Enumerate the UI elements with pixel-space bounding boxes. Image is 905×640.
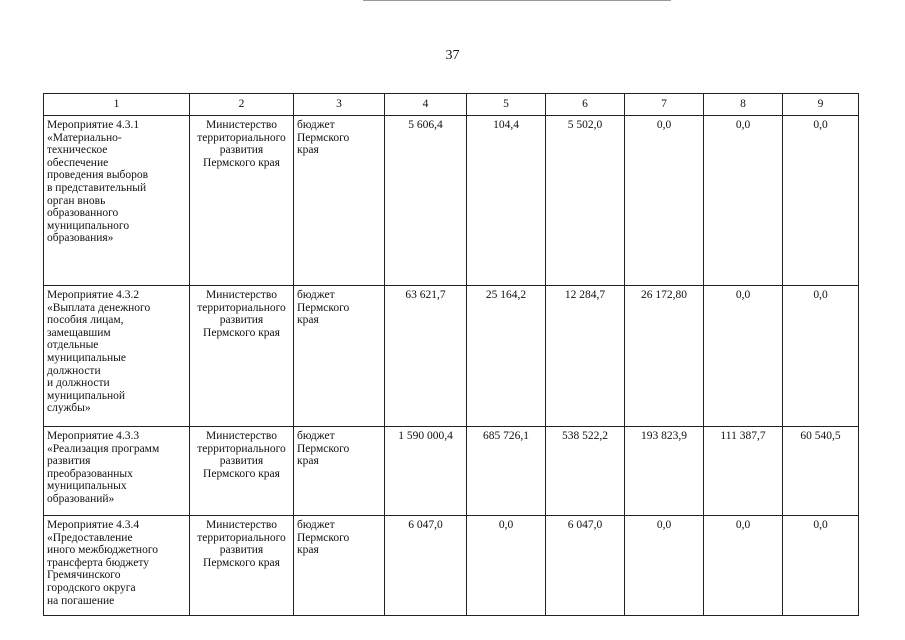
executor: Министерство территориального развития Пермского края — [190, 516, 294, 616]
value-col-4: 63 621,7 — [385, 286, 467, 427]
value-col-9: 0,0 — [783, 116, 859, 286]
measure-name: Мероприятие 4.3.2 «Выплата денежного пособия лицам, замещавшим отдельные муниципальные должности и должности муниципальной службы» — [44, 286, 190, 427]
value-col-7: 26 172,80 — [625, 286, 704, 427]
value-col-6: 5 502,0 — [546, 116, 625, 286]
measure-name: Мероприятие 4.3.4 «Предоставление иного межбюджетного трансферта бюджету Гремячинского городского округа на погашение — [44, 516, 190, 616]
budget-table — [43, 93, 859, 616]
executor: Министерство территориального развития Пермского края — [190, 116, 294, 286]
header-col-7: 7 — [625, 94, 704, 116]
header-row — [44, 94, 859, 116]
table-row — [44, 116, 859, 286]
executor: Министерство территориального развития Пермского края — [190, 427, 294, 516]
table-header — [44, 94, 859, 116]
value-col-4: 6 047,0 — [385, 516, 467, 616]
value-col-8: 111 387,7 — [704, 427, 783, 516]
value-col-5: 104,4 — [467, 116, 546, 286]
funding-source: бюджет Пермского края — [294, 116, 385, 286]
value-col-9: 0,0 — [783, 286, 859, 427]
value-col-5: 25 164,2 — [467, 286, 546, 427]
measure-name: Мероприятие 4.3.3 «Реализация программ развития преобразованных муниципальных образований» — [44, 427, 190, 516]
value-col-9: 0,0 — [783, 516, 859, 616]
executor: Министерство территориального развития Пермского края — [190, 286, 294, 427]
value-col-8: 0,0 — [704, 116, 783, 286]
table-row — [44, 427, 859, 516]
value-col-7: 0,0 — [625, 516, 704, 616]
funding-source: бюджет Пермского края — [294, 286, 385, 427]
header-col-8: 8 — [704, 94, 783, 116]
page-number: 37 — [445, 48, 460, 63]
value-col-7: 0,0 — [625, 116, 704, 286]
header-col-1: 1 — [44, 94, 190, 116]
header-col-5: 5 — [467, 94, 546, 116]
value-col-9: 60 540,5 — [783, 427, 859, 516]
value-col-5: 685 726,1 — [467, 427, 546, 516]
table-row — [44, 286, 859, 427]
header-col-3: 3 — [294, 94, 385, 116]
value-col-5: 0,0 — [467, 516, 546, 616]
value-col-6: 538 522,2 — [546, 427, 625, 516]
header-col-9: 9 — [783, 94, 859, 116]
header-col-2: 2 — [190, 94, 294, 116]
value-col-4: 1 590 000,4 — [385, 427, 467, 516]
value-col-4: 5 606,4 — [385, 116, 467, 286]
value-col-8: 0,0 — [704, 286, 783, 427]
value-col-7: 193 823,9 — [625, 427, 704, 516]
header-col-6: 6 — [546, 94, 625, 116]
value-col-6: 6 047,0 — [546, 516, 625, 616]
value-col-8: 0,0 — [704, 516, 783, 616]
funding-source: бюджет Пермского края — [294, 427, 385, 516]
top-rule — [363, 0, 671, 2]
value-col-6: 12 284,7 — [546, 286, 625, 427]
table-row — [44, 516, 859, 616]
funding-source: бюджет Пермского края — [294, 516, 385, 616]
table-body — [44, 116, 859, 616]
header-col-4: 4 — [385, 94, 467, 116]
measure-name: Мероприятие 4.3.1 «Материально- техническое обеспечение проведения выборов в представительный орган вновь образованного муниципального образования» — [44, 116, 190, 286]
